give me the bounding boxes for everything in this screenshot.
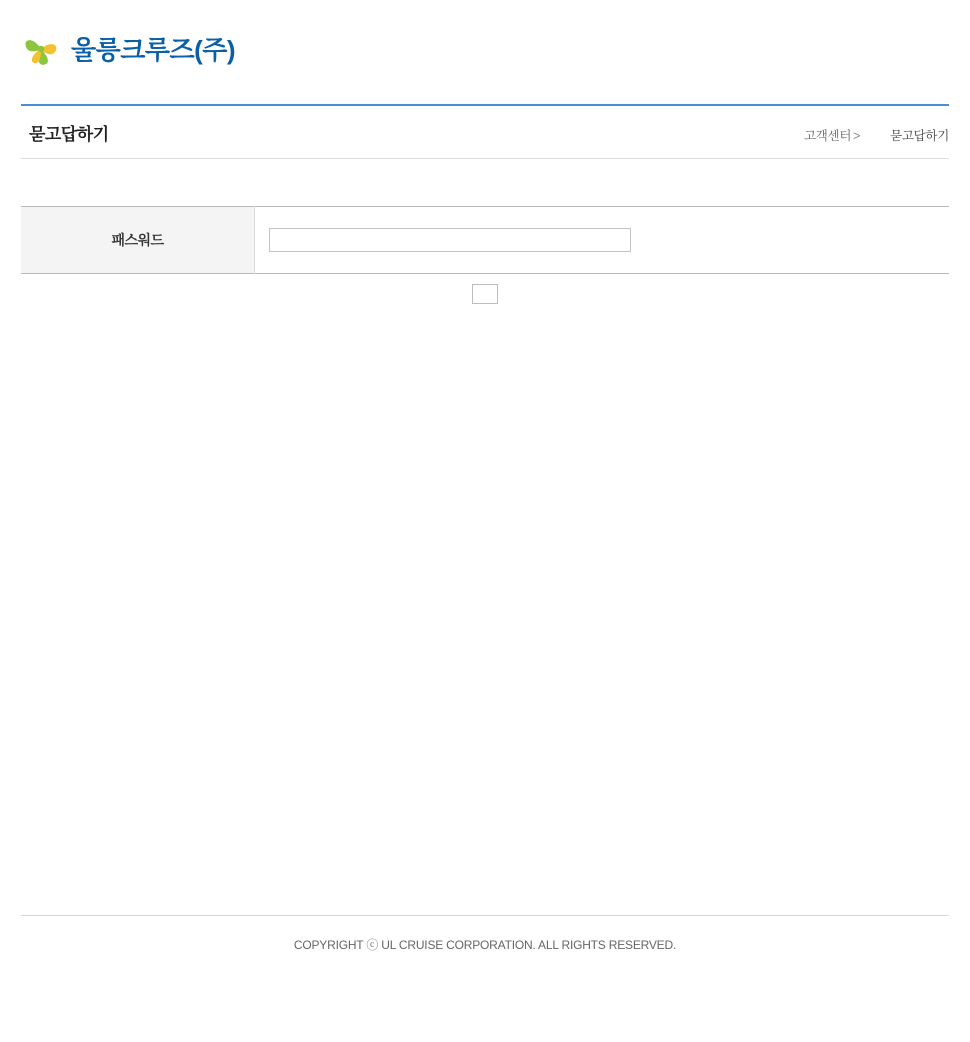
submit-button[interactable] bbox=[472, 284, 498, 304]
table-row bbox=[21, 207, 949, 274]
password-field-cell bbox=[255, 207, 950, 274]
site-header bbox=[0, 0, 970, 104]
main-content bbox=[21, 206, 949, 308]
breadcrumb bbox=[804, 126, 949, 144]
breadcrumb-current: 묻고답하기 bbox=[890, 129, 949, 143]
breadcrumb-separator-icon: > bbox=[853, 129, 861, 143]
page-title: 묻고답하기 bbox=[29, 125, 109, 144]
site-logo-suffix: (주) bbox=[194, 35, 236, 65]
password-label: 패스워드 bbox=[21, 207, 255, 274]
page-title-bar bbox=[21, 104, 949, 159]
copyright-text: COPYRIGHT ⓒ UL CRUISE CORPORATION. ALL RIGHTS RESERVED. bbox=[293, 938, 677, 952]
site-logo-name: 울릉크루즈 bbox=[71, 35, 195, 65]
password-form-table bbox=[21, 206, 949, 274]
site-logo-text bbox=[71, 37, 235, 63]
site-logo-link[interactable] bbox=[21, 28, 235, 72]
submit-row bbox=[21, 284, 949, 308]
password-input[interactable] bbox=[269, 228, 631, 252]
site-footer bbox=[21, 915, 949, 953]
flower-pinwheel-icon bbox=[21, 28, 61, 72]
breadcrumb-parent[interactable]: 고객센터 bbox=[804, 129, 852, 143]
